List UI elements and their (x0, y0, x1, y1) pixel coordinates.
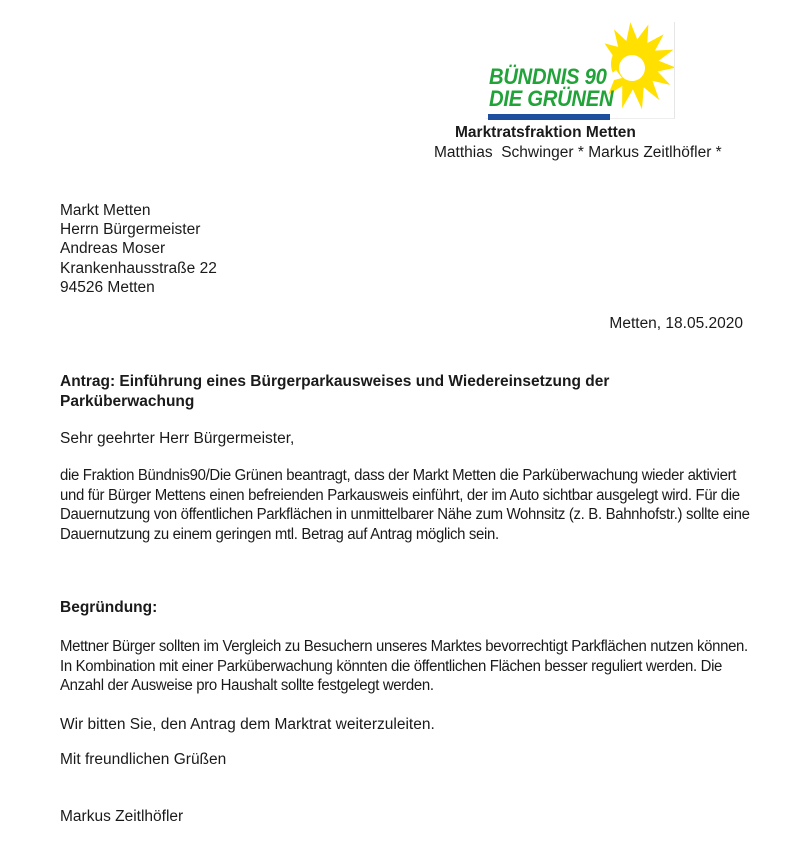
address-line: Andreas Moser (60, 240, 166, 258)
forwarding-request: Wir bitten Sie, den Antrag dem Marktrat weiterzuleiten. (60, 716, 435, 733)
logo-line-1: BÜNDNIS 90 (489, 64, 607, 89)
subject-line: Antrag: Einführung eines Bürgerparkausweises und Wiedereinsetzung der Parküberwachung (60, 373, 610, 410)
body-paragraph-request: die Fraktion Bündnis90/Die Grünen beantragt, dass der Markt Metten die Parküberwachung wieder aktiviert und für Bürger Mettens einen befreienden Parkausweis einführt, der im Auto sichtbar ausgelegt wird. Für die Dauernutzung von öffentlichen Parkflächen in unmittelbarer Nähe zum Wohnsitz (z. B. Bahnhofstr.) sollte eine Dauernutzung zu einem geringen mtl. Betrag auf Antrag möglich sein. (60, 467, 750, 543)
signature: Markus Zeitlhöfler (60, 808, 184, 825)
party-members: Matthias Schwinger * Markus Zeitlhöfler * (434, 144, 722, 161)
party-name: Marktratsfraktion Metten (455, 124, 636, 141)
body-paragraph-reasoning: Mettner Bürger sollten im Vergleich zu Besuchern unseres Marktes bevorrechtigt Parkflächen nutzen können. In Kombination mit einer Parküberwachung könnten die öffentlichen Flächen besser reguliert werden. Die Anzahl der Ausweise pro Haushalt sollte festgelegt werden. (60, 638, 748, 695)
address-line: Krankenhausstraße 22 (60, 259, 217, 277)
logo-underline-bar (488, 114, 610, 120)
reasoning-heading: Begründung: (60, 599, 158, 616)
logo-line-2: DIE GRÜNEN (489, 86, 614, 111)
recipient-address (60, 201, 217, 297)
closing: Mit freundlichen Grüßen (60, 751, 227, 768)
logo-text (489, 66, 613, 110)
address-line: Herrn Bürgermeister (60, 221, 201, 239)
date-line: Metten, 18.05.2020 (609, 315, 743, 332)
address-line: 94526 Metten (60, 278, 155, 296)
salutation: Sehr geehrter Herr Bürgermeister, (60, 430, 295, 447)
address-line: Markt Metten (60, 202, 151, 219)
party-logo (486, 22, 675, 119)
